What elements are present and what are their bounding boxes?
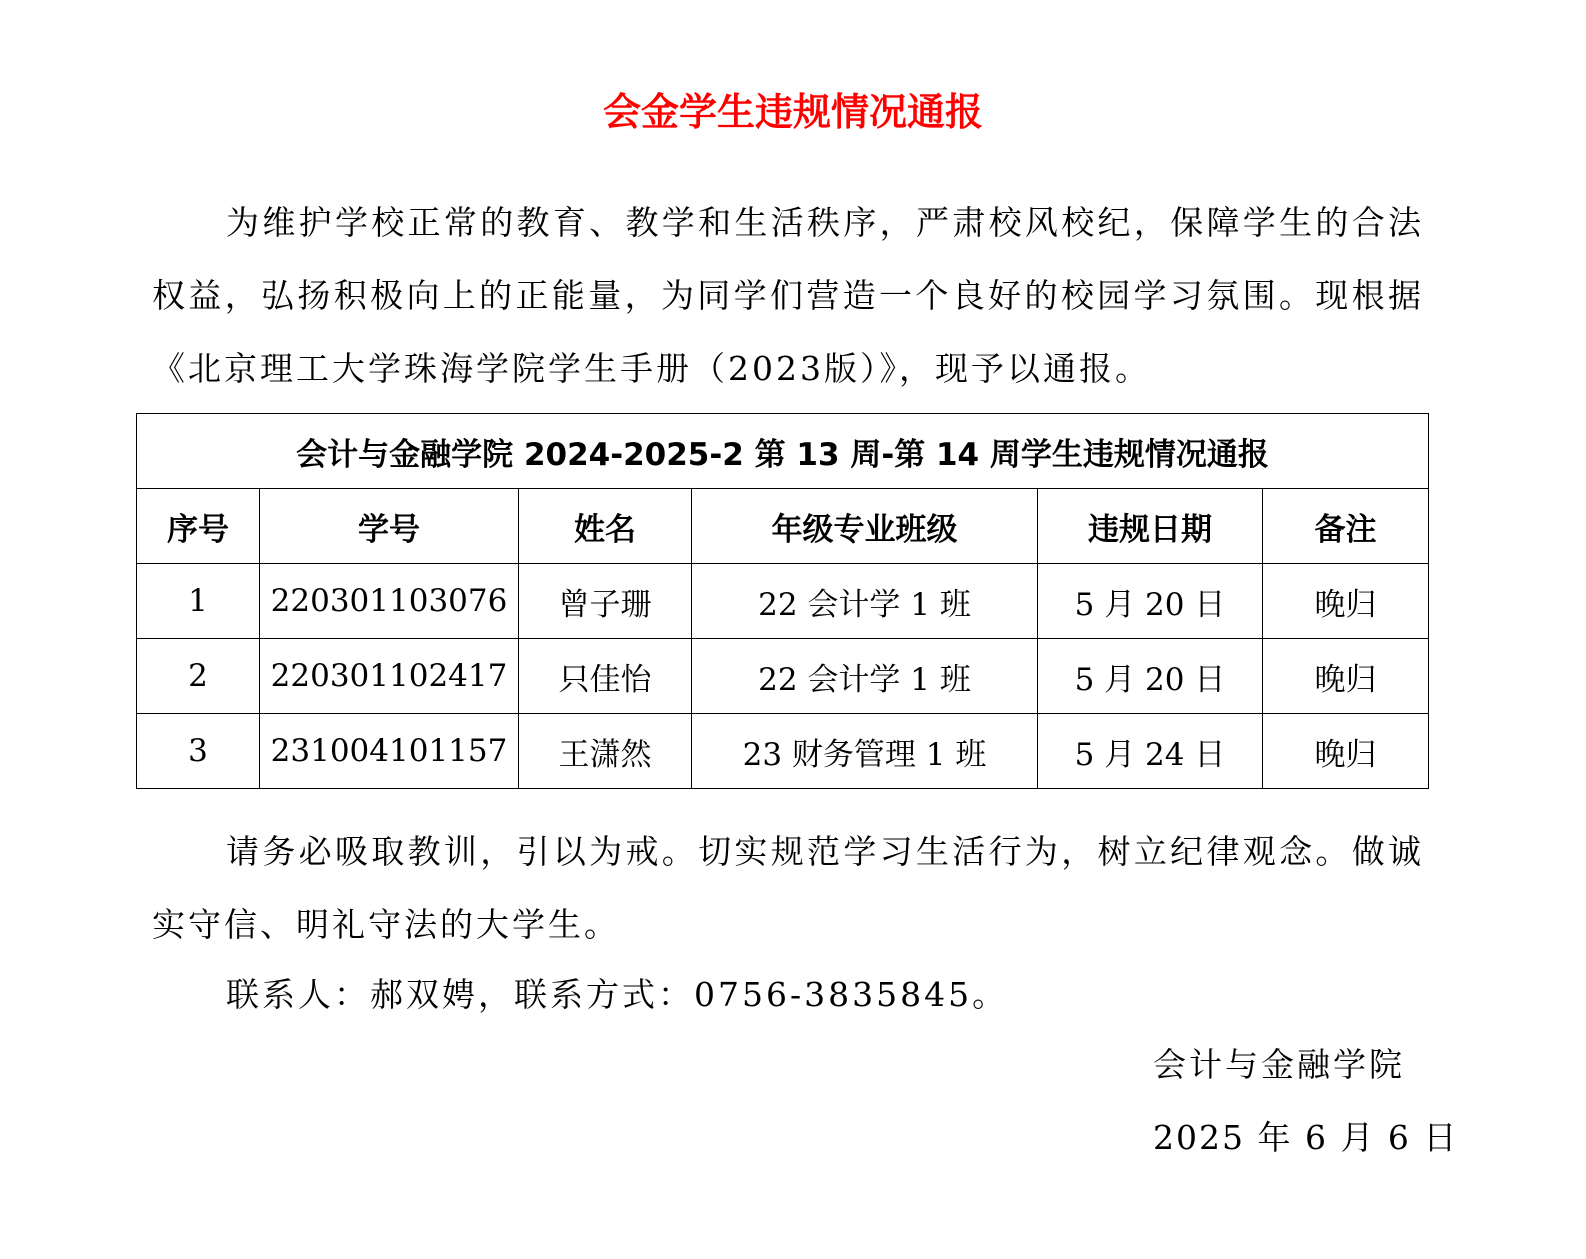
cell-date: 5 月 20 日 — [1038, 564, 1263, 639]
header-date: 违规日期 — [1038, 489, 1263, 564]
table-row — [137, 714, 1429, 789]
cell-class: 23 财务管理 1 班 — [692, 714, 1038, 789]
violation-table — [136, 413, 1429, 789]
signature-organization: 会计与金融学院 — [1153, 1045, 1405, 1084]
cell-class: 22 会计学 1 班 — [692, 639, 1038, 714]
table-row — [137, 564, 1429, 639]
table-caption: 会计与金融学院 2024-2025-2 第 13 周-第 14 周学生违规情况通报 — [137, 414, 1429, 489]
table-header-row — [137, 489, 1429, 564]
cell-name: 王潇然 — [519, 714, 692, 789]
table-caption-row — [137, 414, 1429, 489]
cell-student-id: 220301103076 — [260, 564, 519, 639]
signature-date: 2025 年 6 月 6 日 — [1153, 1118, 1459, 1157]
header-name: 姓名 — [519, 489, 692, 564]
cell-student-id: 220301102417 — [260, 639, 519, 714]
cell-remark: 晚归 — [1263, 714, 1429, 789]
header-index: 序号 — [137, 489, 260, 564]
cell-name: 曾子珊 — [519, 564, 692, 639]
intro-paragraph: 为维护学校正常的教育、教学和生活秩序，严肃校风校纪，保障学生的合法权益，弘扬积极向上的正能量，为同学们营造一个良好的校园学习氛围。现根据《北京理工大学珠海学院学生手册（2023版）》，现予以通报。 — [152, 203, 1424, 388]
cell-student-id: 231004101157 — [260, 714, 519, 789]
cell-remark: 晚归 — [1263, 639, 1429, 714]
cell-name: 只佳怡 — [519, 639, 692, 714]
header-class: 年级专业班级 — [692, 489, 1038, 564]
cell-index: 3 — [137, 714, 260, 789]
cell-index: 2 — [137, 639, 260, 714]
table-row — [137, 639, 1429, 714]
contact-info: 联系人：郝双娉，联系方式：0756-3835845。 — [226, 975, 1009, 1014]
cell-class: 22 会计学 1 班 — [692, 564, 1038, 639]
cell-index: 1 — [137, 564, 260, 639]
document-title: 会金学生违规情况通报 — [602, 90, 983, 134]
header-remark: 备注 — [1263, 489, 1429, 564]
closing-paragraph: 请务必吸取教训，引以为戒。切实规范学习生活行为，树立纪律观念。做诚实守信、明礼守法的大学生。 — [152, 832, 1424, 944]
cell-remark: 晚归 — [1263, 564, 1429, 639]
header-student-id: 学号 — [260, 489, 519, 564]
cell-date: 5 月 20 日 — [1038, 639, 1263, 714]
cell-date: 5 月 24 日 — [1038, 714, 1263, 789]
